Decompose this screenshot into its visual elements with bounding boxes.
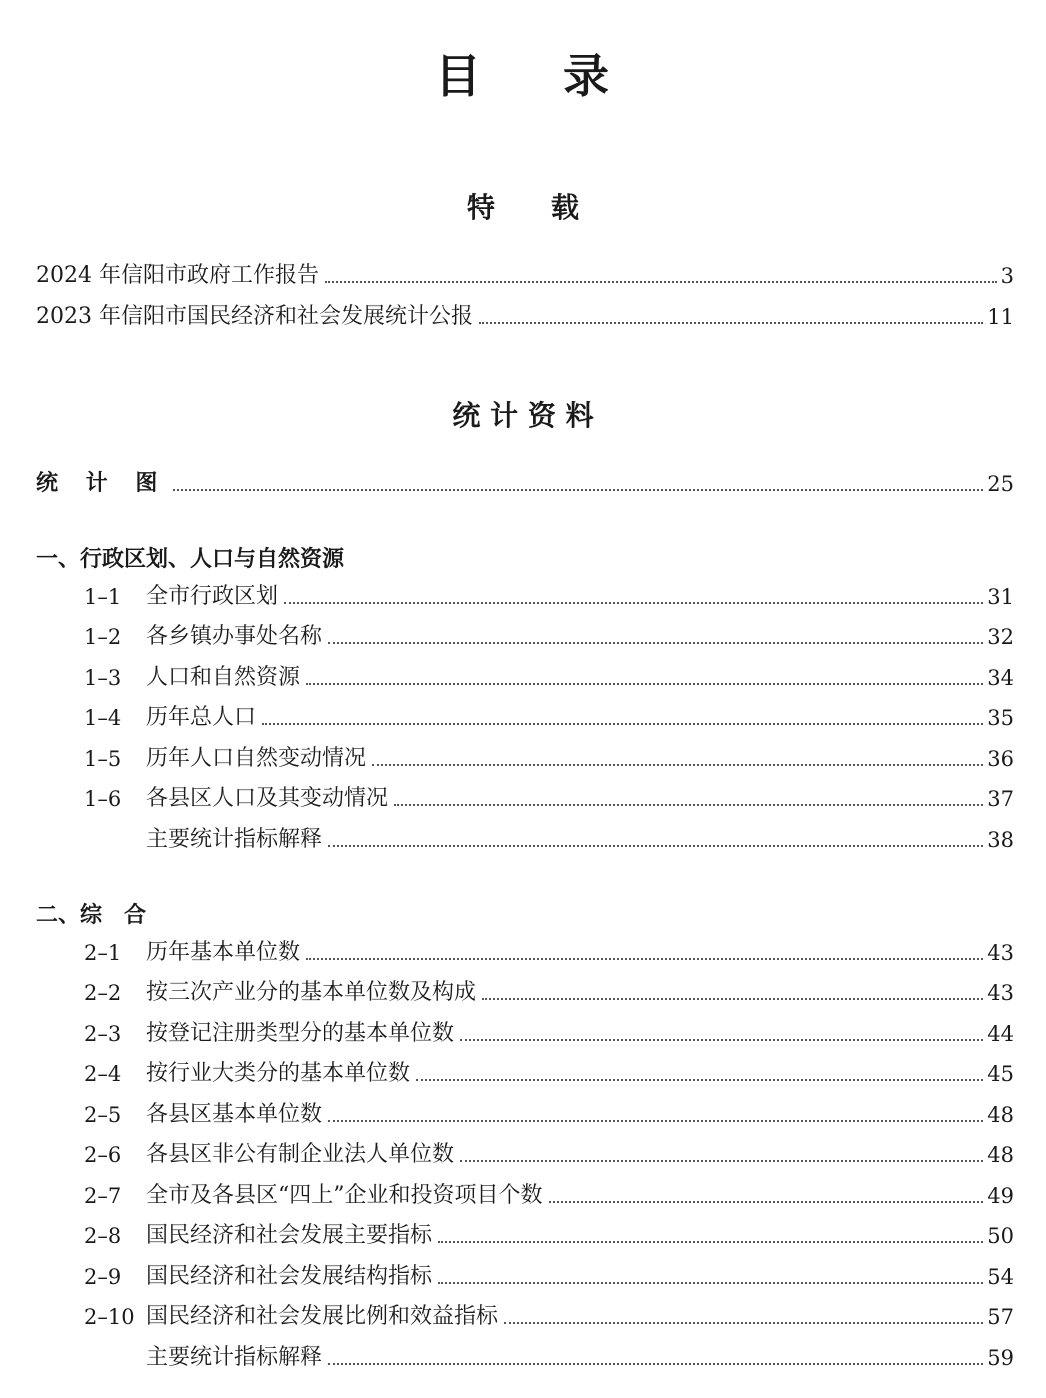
toc-entry-page: 50 xyxy=(987,1224,1014,1248)
toc-entry-page: 37 xyxy=(987,787,1014,811)
toc-entry[interactable] xyxy=(36,1060,1014,1088)
toc-entry-label: 按行业大类分的基本单位数 xyxy=(146,1061,411,1086)
toc-entry[interactable] xyxy=(36,664,1014,692)
toc-entry-label: 各县区基本单位数 xyxy=(146,1102,323,1127)
dot-leader xyxy=(173,489,983,491)
toc-entry-label: 主要统计指标解释 xyxy=(146,1345,323,1370)
dot-leader xyxy=(372,764,983,766)
toc-entry-special-1[interactable] xyxy=(36,262,1014,290)
toc-entry-page: 11 xyxy=(987,305,1014,329)
toc-entry[interactable] xyxy=(36,623,1014,651)
dot-leader xyxy=(504,1322,983,1324)
toc-entry-page: 48 xyxy=(987,1143,1014,1167)
toc-entry-number: 2–9 xyxy=(84,1265,122,1289)
dot-leader xyxy=(328,642,983,644)
toc-entry-label: 各乡镇办事处名称 xyxy=(146,624,323,649)
toc-entry-page: 31 xyxy=(987,585,1014,609)
toc-entry[interactable] xyxy=(36,979,1014,1007)
toc-entry[interactable] xyxy=(36,1222,1014,1250)
toc-entry[interactable] xyxy=(36,1263,1014,1291)
toc-entry-label: 按三次产业分的基本单位数及构成 xyxy=(146,980,477,1005)
section-heading-1: 一、行政区划、人口与自然资源 xyxy=(36,547,345,572)
stats-heading: 统 计 资 料 xyxy=(452,399,594,432)
dot-leader xyxy=(328,1363,983,1365)
toc-entry-label: 全市行政区划 xyxy=(146,584,279,609)
toc-entry-page: 57 xyxy=(987,1305,1014,1329)
dot-leader xyxy=(306,958,983,960)
toc-entry-special-2[interactable] xyxy=(36,303,1014,331)
toc-entry-page: 49 xyxy=(987,1184,1014,1208)
dot-leader xyxy=(325,281,997,283)
toc-entry-number: 1–1 xyxy=(84,585,122,609)
title-right-char: 录 xyxy=(563,49,611,103)
toc-entry-number: 1–4 xyxy=(84,706,122,730)
toc-entry-page: 3 xyxy=(1000,264,1014,288)
toc-entry-number: 2–8 xyxy=(84,1224,122,1248)
page-title xyxy=(0,40,1046,106)
toc-entry-number: 2–4 xyxy=(84,1062,122,1086)
toc-entry-page: 32 xyxy=(987,625,1014,649)
toc-entry[interactable] xyxy=(36,939,1014,967)
toc-entry-page: 25 xyxy=(987,472,1014,496)
toc-entry-label: 按登记注册类型分的基本单位数 xyxy=(146,1021,455,1046)
toc-entry-label: 主要统计指标解释 xyxy=(146,827,323,852)
toc-entry[interactable] xyxy=(36,1101,1014,1129)
toc-entry-page: 43 xyxy=(987,941,1014,965)
toc-entry[interactable] xyxy=(36,583,1014,611)
dot-leader xyxy=(284,602,983,604)
toc-entry-label: 国民经济和社会发展比例和效益指标 xyxy=(146,1304,499,1329)
dot-leader xyxy=(479,322,983,324)
toc-entry-number: 1–5 xyxy=(84,747,122,771)
toc-entry[interactable] xyxy=(36,704,1014,732)
dot-leader xyxy=(460,1039,983,1041)
toc-entry-label: 历年人口自然变动情况 xyxy=(146,746,367,771)
dot-leader xyxy=(328,845,983,847)
toc-entry-page: 59 xyxy=(987,1346,1014,1370)
toc-entry-number: 1–6 xyxy=(84,787,122,811)
dot-leader xyxy=(438,1282,983,1284)
toc-entry-number: 2–3 xyxy=(84,1022,122,1046)
toc-entry-charts[interactable] xyxy=(36,470,1014,498)
dot-leader xyxy=(394,804,983,806)
toc-entry-page: 34 xyxy=(987,666,1014,690)
title-left-char: 目 xyxy=(435,49,483,103)
dot-leader xyxy=(262,723,983,725)
toc-entry[interactable] xyxy=(36,785,1014,813)
toc-entry-label: 国民经济和社会发展结构指标 xyxy=(146,1264,433,1289)
dot-leader xyxy=(328,1120,983,1122)
dot-leader xyxy=(438,1241,983,1243)
toc-entry-number: 1–2 xyxy=(84,625,122,649)
toc-entry[interactable] xyxy=(36,1344,1014,1372)
toc-entry-page: 43 xyxy=(987,981,1014,1005)
toc-entry[interactable] xyxy=(36,1182,1014,1210)
toc-entry-label: 各县区人口及其变动情况 xyxy=(146,786,389,811)
dot-leader xyxy=(306,683,983,685)
toc-entry-label: 各县区非公有制企业法人单位数 xyxy=(146,1142,455,1167)
dot-leader xyxy=(460,1160,983,1162)
toc-entry[interactable] xyxy=(36,1141,1014,1169)
toc-entry-number: 2–10 xyxy=(84,1305,135,1329)
special-heading: 特 载 xyxy=(466,191,579,224)
toc-entry-label: 全市及各县区“四上”企业和投资项目个数 xyxy=(146,1183,543,1208)
toc-entry-page: 35 xyxy=(987,706,1014,730)
toc-entry-label: 人口和自然资源 xyxy=(146,665,301,690)
toc-entry-page: 48 xyxy=(987,1103,1014,1127)
toc-entry-page: 54 xyxy=(987,1265,1014,1289)
toc-entry-number: 2–6 xyxy=(84,1143,122,1167)
toc-entry-number: 1–3 xyxy=(84,666,122,690)
toc-entry-page: 38 xyxy=(987,828,1014,852)
toc-entry-number: 2–1 xyxy=(84,941,122,965)
toc-entry-page: 44 xyxy=(987,1022,1014,1046)
toc-entry-number: 2–2 xyxy=(84,981,122,1005)
section-heading-2: 二、综 合 xyxy=(36,903,147,928)
toc-entry-page: 45 xyxy=(987,1062,1014,1086)
toc-entry-label: 2024 年信阳市政府工作报告 xyxy=(36,263,319,288)
dot-leader xyxy=(549,1201,984,1203)
toc-entry[interactable] xyxy=(36,1303,1014,1331)
toc-entry-number: 2–5 xyxy=(84,1103,122,1127)
toc-entry-label: 统 计 图 xyxy=(36,471,168,496)
toc-entry-page: 36 xyxy=(987,747,1014,771)
toc-entry-number: 2–7 xyxy=(84,1184,122,1208)
toc-entry-label: 2023 年信阳市国民经济和社会发展统计公报 xyxy=(36,304,473,329)
toc-entry-label: 历年总人口 xyxy=(146,705,257,730)
toc-entry[interactable] xyxy=(36,745,1014,773)
toc-entry-label: 国民经济和社会发展主要指标 xyxy=(146,1223,433,1248)
dot-leader xyxy=(482,998,983,1000)
dot-leader xyxy=(416,1079,983,1081)
toc-entry-label: 历年基本单位数 xyxy=(146,940,301,965)
toc-entry[interactable] xyxy=(36,1020,1014,1048)
toc-entry[interactable] xyxy=(36,826,1014,854)
